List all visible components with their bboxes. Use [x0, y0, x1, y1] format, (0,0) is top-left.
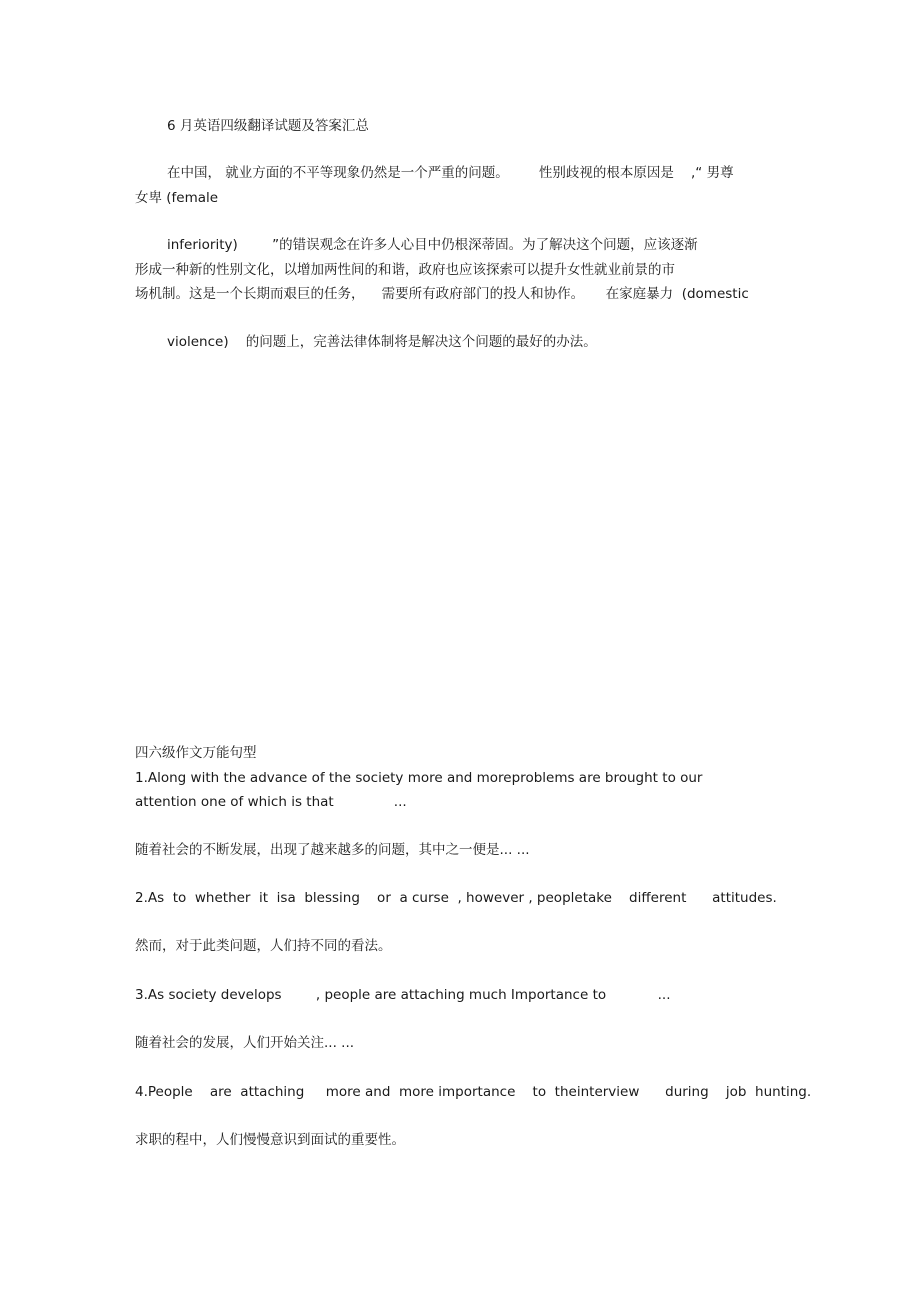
sentence-1-english-line-1: 1.Along with the advance of the society more and moreproblems are brought to our	[135, 770, 703, 786]
translation-line-5: 场机制。这是一个长期而艰巨的任务， 需要所有政府部门的投人和协作。 在家庭暴力 (domestic	[135, 286, 749, 302]
document-title: 6 月英语四级翻译试题及答案汇总	[167, 118, 369, 134]
sentence-4-english: 4.People are attaching more and more importance to theinterview during job hunting.	[135, 1084, 812, 1100]
translation-line-1: 在中国， 就业方面的不平等现象仍然是一个严重的问题。 性别歧视的根本原因是 ,“ 男尊	[167, 165, 734, 181]
sentence-2-english: 2.As to whether it isa blessing or a curse , however , peopletake different attitudes.	[135, 890, 777, 906]
translation-line-6: violence) 的问题上，完善法律体制将是解决这个问题的最好的办法。	[167, 334, 597, 350]
translation-line-4: 形成一种新的性别文化，以增加两性间的和谐，政府也应该探索可以提升女性就业前景的市	[135, 262, 675, 278]
sentence-1-english-line-2: attention one of which is that ...	[135, 794, 407, 810]
sentence-1-chinese: 随着社会的不断发展，出现了越来越多的问题，其中之一便是... ...	[135, 842, 530, 858]
sentence-3-english: 3.As society develops , people are attaching much Importance to ...	[135, 987, 671, 1003]
sentences-heading: 四六级作文万能句型	[135, 745, 257, 761]
sentence-2-chinese: 然而，对于此类问题，人们持不同的看法。	[135, 938, 392, 954]
sentence-4-chinese: 求职的程中，人们慢慢意识到面试的重要性。	[135, 1132, 405, 1148]
sentence-3-chinese: 随着社会的发展，人们开始关注... ...	[135, 1035, 355, 1051]
translation-line-3: inferiority) ”的错误观念在许多人心目中仍根深蒂固。为了解决这个问题，应该逐渐	[167, 237, 698, 253]
translation-line-2: 女卑 (female	[135, 190, 219, 206]
